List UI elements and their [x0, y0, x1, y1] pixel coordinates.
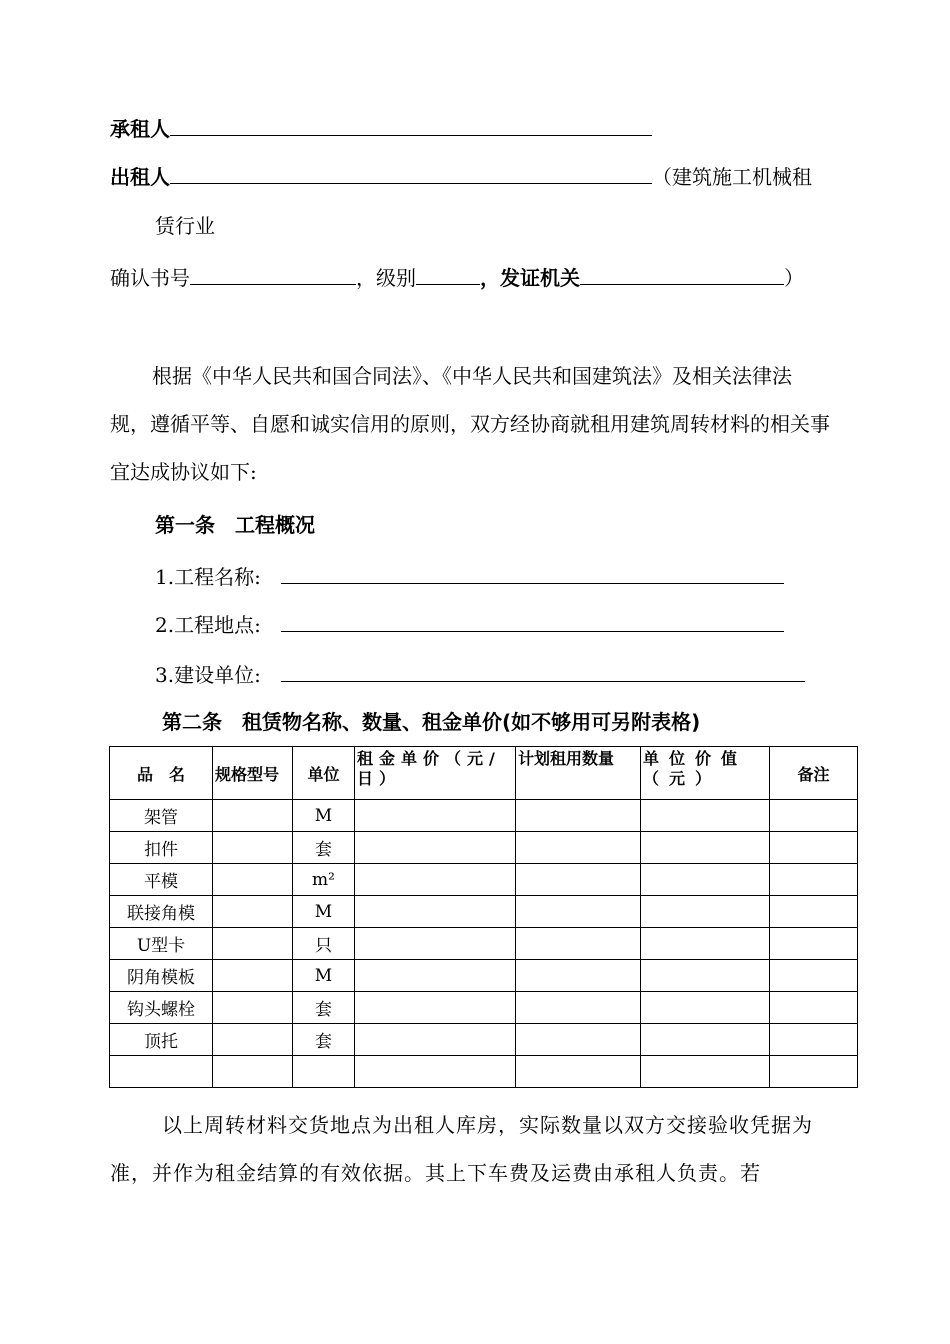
col-header-remark: 备注 [770, 747, 858, 800]
project-name-line [155, 563, 784, 590]
builder-line [155, 661, 805, 688]
cell-qty[interactable] [516, 1024, 641, 1056]
cell-spec[interactable] [213, 992, 293, 1024]
cell-name: 架管 [110, 800, 213, 832]
table-row [110, 896, 858, 928]
cell-name [110, 1056, 213, 1088]
table-row [110, 928, 858, 960]
cell-unit: m² [293, 864, 355, 896]
cell-spec[interactable] [213, 960, 293, 992]
col-header-name: 品 名 [110, 747, 213, 800]
cell-unit: 只 [293, 928, 355, 960]
issuer-label: ，发证机关 [480, 266, 580, 290]
cell-value[interactable] [641, 992, 770, 1024]
cell-qty[interactable] [516, 960, 641, 992]
cell-rent[interactable] [355, 928, 516, 960]
lessor-line [110, 163, 812, 190]
cell-unit: 套 [293, 992, 355, 1024]
level-blank[interactable] [416, 264, 480, 285]
project-name-blank[interactable] [281, 563, 784, 584]
lessee-line [110, 115, 652, 142]
cell-value[interactable] [641, 1056, 770, 1088]
after-table-text: 以上周转材料交货地点为出租人库房，实际数量以双方交接验收凭据为准，并作为租金结算的有效依据。其上下车费及运费由承租人负责。若 [110, 1113, 813, 1185]
cell-spec[interactable] [213, 800, 293, 832]
project-location-blank[interactable] [281, 611, 784, 632]
cell-name: 阴角模板 [110, 960, 213, 992]
lessor-note-cont: 赁行业 [155, 214, 215, 238]
col-header-value: 单位价值（元） [641, 747, 770, 800]
cell-qty[interactable] [516, 800, 641, 832]
cell-rent[interactable] [355, 1056, 516, 1088]
cell-name: 平模 [110, 864, 213, 896]
cell-value[interactable] [641, 896, 770, 928]
table-row [110, 1024, 858, 1056]
lessor-label: 出租人 [110, 165, 170, 189]
cell-rent[interactable] [355, 1024, 516, 1056]
cell-value[interactable] [641, 1024, 770, 1056]
table-row [110, 864, 858, 896]
cell-qty[interactable] [516, 832, 641, 864]
col-header-unit: 单位 [293, 747, 355, 800]
table-row [110, 1056, 858, 1088]
cell-unit: M [293, 800, 355, 832]
cell-name: U型卡 [110, 928, 213, 960]
level-label: ，级别 [356, 266, 416, 290]
cell-rent[interactable] [355, 864, 516, 896]
cell-remark[interactable] [770, 896, 858, 928]
lessee-blank[interactable] [170, 115, 652, 136]
cell-spec[interactable] [213, 1056, 293, 1088]
cell-qty[interactable] [516, 896, 641, 928]
cell-qty[interactable] [516, 992, 641, 1024]
lessee-label: 承租人 [110, 117, 170, 141]
rental-table [109, 746, 858, 1088]
cell-qty[interactable] [516, 1056, 641, 1088]
cell-value[interactable] [641, 832, 770, 864]
cell-remark[interactable] [770, 1024, 858, 1056]
cell-name: 顶托 [110, 1024, 213, 1056]
project-location-line [155, 611, 784, 638]
project-location-label: 2.工程地点: [155, 613, 261, 637]
table-row [110, 832, 858, 864]
table-row [110, 992, 858, 1024]
cert-line [110, 264, 804, 291]
cert-number-blank[interactable] [190, 264, 356, 285]
builder-blank[interactable] [281, 661, 805, 682]
table-row [110, 960, 858, 992]
cell-value[interactable] [641, 960, 770, 992]
intro-paragraph [110, 352, 830, 496]
cell-spec[interactable] [213, 896, 293, 928]
project-name-label: 1.工程名称: [155, 565, 261, 589]
cell-remark[interactable] [770, 864, 858, 896]
cell-remark[interactable] [770, 960, 858, 992]
cell-remark[interactable] [770, 832, 858, 864]
cell-unit: 套 [293, 1024, 355, 1056]
lessor-note: （建筑施工机械租 [652, 165, 812, 189]
col-header-spec: 规格型号 [213, 747, 293, 800]
cell-qty[interactable] [516, 928, 641, 960]
cell-remark[interactable] [770, 800, 858, 832]
cert-label: 确认书号 [110, 266, 190, 290]
cell-remark[interactable] [770, 1056, 858, 1088]
cell-unit: M [293, 896, 355, 928]
cell-spec[interactable] [213, 864, 293, 896]
intro-text: 根据《中华人民共和国合同法》、《中华人民共和国建筑法》及相关法律法规，遵循平等、自愿和诚实信用的原则，双方经协商就租用建筑周转材料的相关事宜达成协议如下: [110, 364, 830, 484]
cell-unit: 套 [293, 832, 355, 864]
cell-spec[interactable] [213, 1024, 293, 1056]
cell-rent[interactable] [355, 832, 516, 864]
issuer-blank[interactable] [580, 264, 784, 285]
cell-name: 钩头螺栓 [110, 992, 213, 1024]
cell-name: 扣件 [110, 832, 213, 864]
table-row [110, 800, 858, 832]
cell-unit: M [293, 960, 355, 992]
cell-qty[interactable] [516, 864, 641, 896]
cell-spec[interactable] [213, 928, 293, 960]
builder-label: 3.建设单位: [155, 663, 261, 687]
cell-name: 联接角模 [110, 896, 213, 928]
cell-value[interactable] [641, 864, 770, 896]
cell-spec[interactable] [213, 832, 293, 864]
close-paren: ） [784, 266, 804, 290]
cell-remark[interactable] [770, 992, 858, 1024]
cell-unit [293, 1056, 355, 1088]
cell-rent[interactable] [355, 896, 516, 928]
cell-remark[interactable] [770, 928, 858, 960]
cell-rent[interactable] [355, 992, 516, 1024]
col-header-qty: 计划租用数量 [516, 747, 641, 800]
cell-value[interactable] [641, 928, 770, 960]
article2-title: 第二条 租赁物名称、数量、租金单价(如不够用可另附表格) [162, 710, 701, 734]
cell-rent[interactable] [355, 960, 516, 992]
lessor-blank[interactable] [170, 163, 652, 184]
table-header-row [110, 747, 858, 800]
after-table-paragraph [110, 1101, 830, 1197]
cell-value[interactable] [641, 800, 770, 832]
cell-rent[interactable] [355, 800, 516, 832]
article1-title: 第一条 工程概况 [155, 513, 315, 537]
col-header-rent: 租金单价（元/日） [355, 747, 516, 800]
